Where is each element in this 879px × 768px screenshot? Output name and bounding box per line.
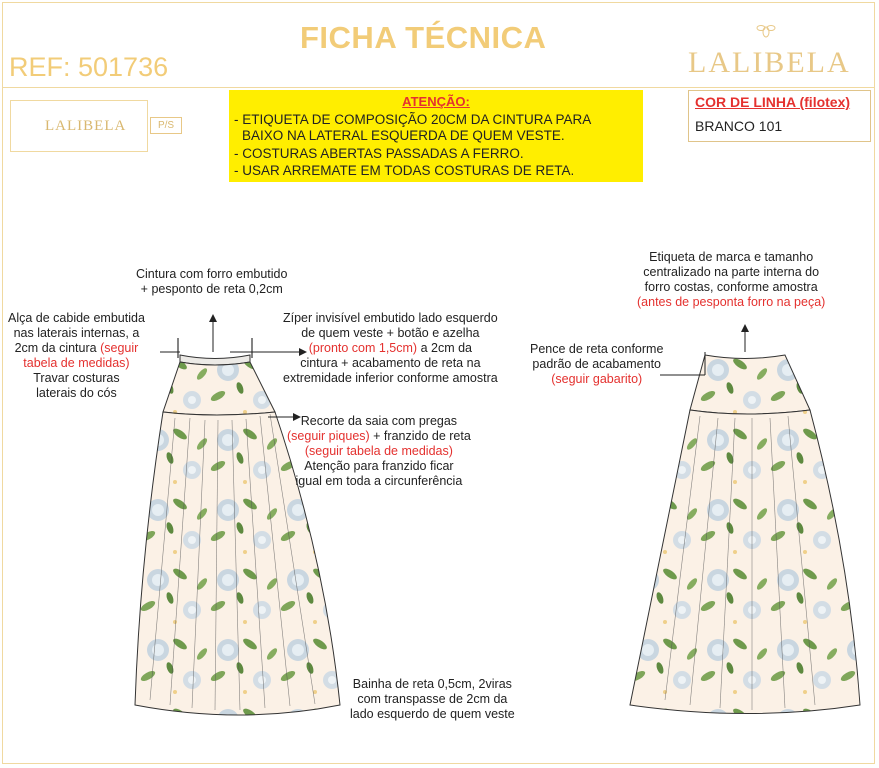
tag-note-line: Etiqueta de marca e tamanho [649, 250, 814, 264]
tag-note-line: forro costas, conforme amostra [644, 280, 818, 294]
zipper-note-line: Zíper invisível embutido lado esquerdo [283, 311, 498, 325]
hem-note-line: com transpasse de 2cm da [357, 692, 508, 706]
zipper-note-text: a 2cm da [417, 341, 472, 355]
label-brand-text: LALIBELA [45, 118, 127, 134]
seam-note-line: Recorte da saia com pregas [300, 414, 458, 428]
tag-note-red-line: (antes de pesponta forro na peça) [637, 295, 826, 309]
hanger-note-line: nas laterais internas, a [13, 326, 140, 340]
zipper-note-line: extremidade inferior conforme amostra [283, 371, 498, 385]
waist-note [136, 267, 287, 297]
hem-note [350, 677, 515, 722]
sheet-title: FICHA TÉCNICA [300, 20, 547, 55]
reference-code: REF: 501736 [9, 52, 169, 82]
hanger-note-line: laterais do cós [36, 386, 117, 400]
skirt-back-drawing [630, 355, 860, 714]
hanger-note-line: Alça de cabide embutida [8, 311, 145, 325]
tag-note-line: centralizado na parte interna do [643, 265, 820, 279]
seam-note-red: (seguir piques) [287, 429, 370, 443]
thread-color-title: COR DE LINHA (filotex) [695, 94, 851, 110]
seam-note-line [287, 429, 471, 444]
attention-line: BAIXO NA LATERAL ESQUERDA DE QUEM VESTE. [242, 128, 565, 143]
brand-logo: LALIBELA [688, 46, 851, 79]
seam-note-red-line: (seguir tabela de medidas) [304, 444, 453, 458]
zipper-note-line: cintura + acabamento de reta na [300, 356, 481, 370]
seam-note-text: + franzido de reta [369, 429, 471, 443]
attention-line: - COSTURAS ABERTAS PASSADAS A FERRO. [234, 146, 524, 161]
seam-note-line: Atenção para franzido ficar [304, 459, 454, 473]
skirt-front-drawing [135, 338, 340, 715]
dart-note-line: Pence de reta conforme [530, 342, 664, 356]
brand-tag-note [637, 250, 825, 310]
hanger-note-red: (seguir [100, 341, 139, 355]
seam-note [287, 414, 471, 489]
hanger-note-line [8, 341, 145, 356]
seam-note-line: igual em toda a circunferência [295, 474, 463, 488]
zipper-note [283, 311, 498, 386]
attention-title: ATENÇÃO: [402, 94, 470, 109]
dart-note [530, 342, 663, 387]
size-tag: P/S [150, 117, 182, 134]
dart-note-red-line: (seguir gabarito) [551, 372, 643, 386]
thread-color-value: BRANCO 101 [695, 118, 783, 134]
zipper-note-line [283, 341, 498, 356]
hanger-note-line: Travar costuras [33, 371, 120, 385]
waist-note-line: Cintura com forro embutido [136, 267, 288, 281]
attention-line: - ETIQUETA DE COMPOSIÇÃO 20CM DA CINTURA PARA [234, 112, 592, 127]
zipper-note-red: (pronto com 1,5cm) [308, 341, 418, 355]
zipper-note-line: de quem veste + botão e azelha [301, 326, 480, 340]
waist-note-line: + pesponto de reta 0,2cm [140, 282, 283, 296]
hanger-note-red-line: tabela de medidas) [23, 356, 130, 370]
hem-note-line: lado esquerdo de quem veste [350, 707, 515, 721]
hem-note-line: Bainha de reta 0,5cm, 2viras [352, 677, 512, 691]
dart-note-line: padrão de acabamento [532, 357, 661, 371]
attention-line: - USAR ARREMATE EM TODAS COSTURAS DE RETA. [234, 163, 575, 178]
hanger-loop-note [8, 311, 145, 401]
hanger-note-text: 2cm da cintura [14, 341, 101, 355]
